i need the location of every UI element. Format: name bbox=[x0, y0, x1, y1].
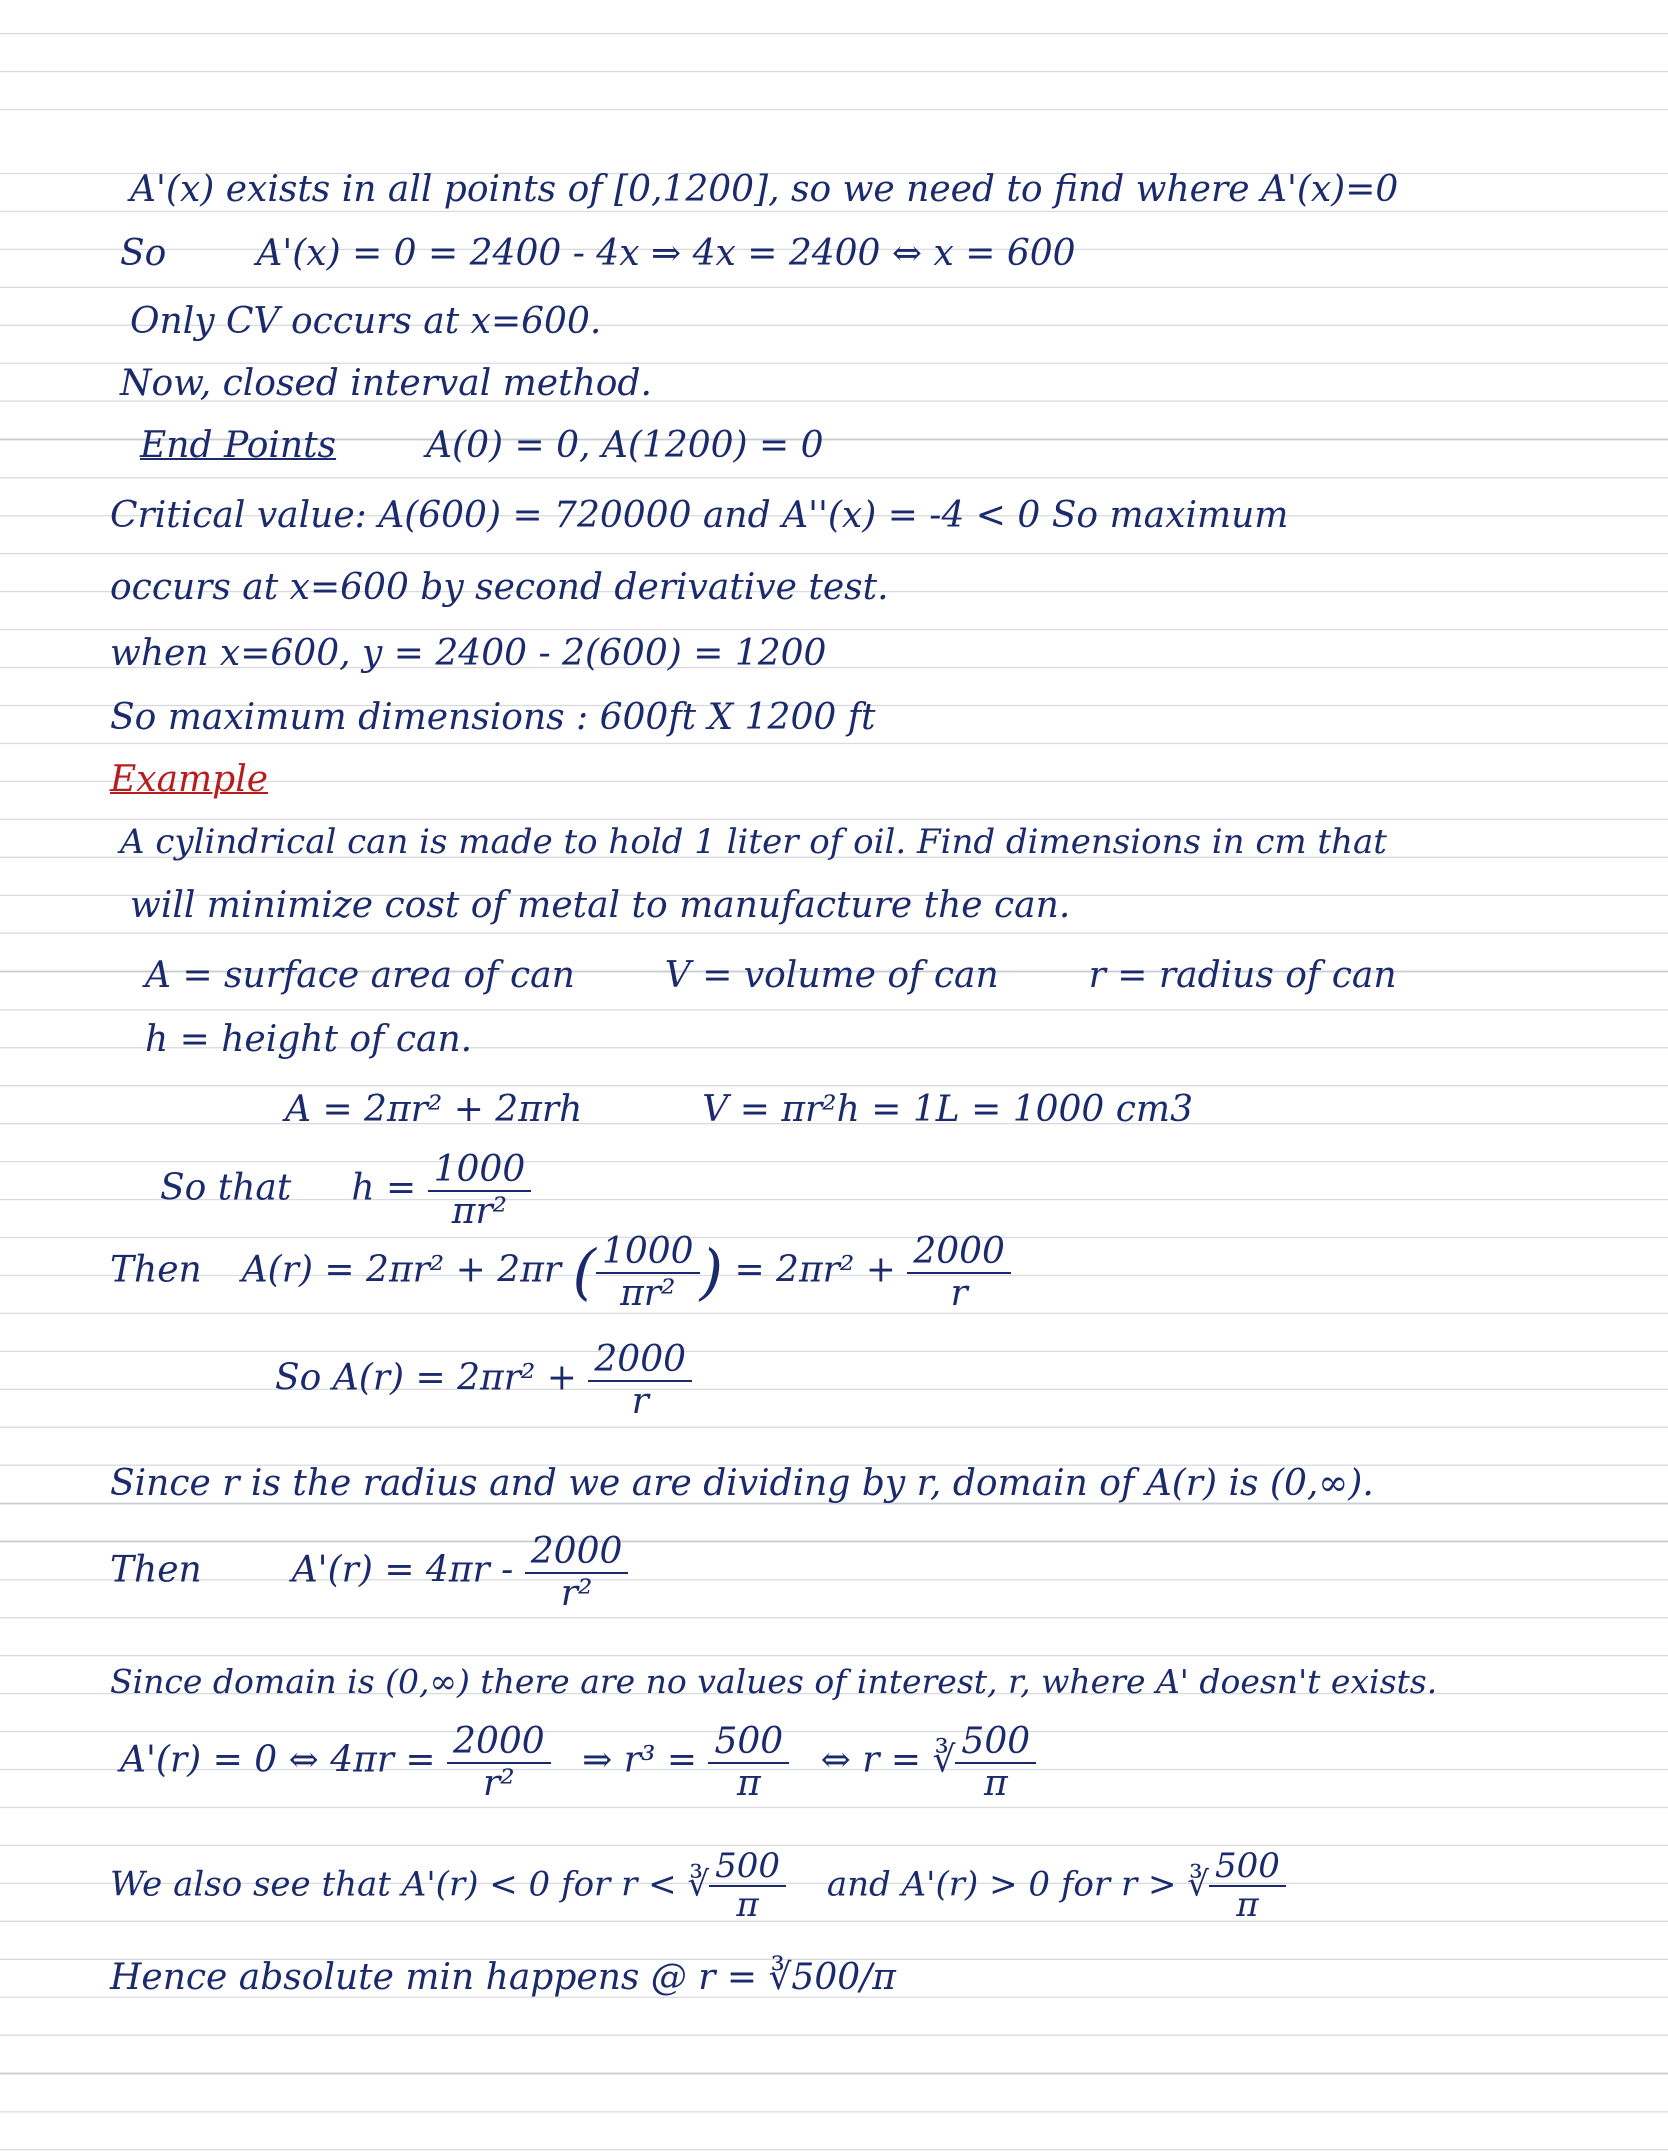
text-fragment: So bbox=[120, 233, 167, 274]
text-line bbox=[145, 954, 1397, 998]
text-line: Now, closed interval method. bbox=[120, 363, 652, 404]
text-line: Critical value: A(600) = 720000 and A''(x) = -4 < 0 So maximum bbox=[110, 495, 1289, 536]
numerator: 500 bbox=[1209, 1848, 1286, 1887]
definition: V = volume of can bbox=[664, 955, 999, 996]
fraction bbox=[708, 1722, 789, 1803]
fraction bbox=[955, 1722, 1036, 1803]
numerator: 2000 bbox=[525, 1532, 629, 1574]
numerator: 500 bbox=[955, 1722, 1036, 1764]
text-line bbox=[140, 424, 824, 468]
numerator: 2000 bbox=[588, 1340, 692, 1382]
denominator: πr² bbox=[620, 1272, 676, 1314]
definition: r = radius of can bbox=[1088, 955, 1397, 996]
numerator: 2000 bbox=[447, 1722, 551, 1764]
equation: So A(r) = 2πr² + bbox=[275, 1357, 577, 1399]
equation: ⇒ r³ = bbox=[582, 1739, 697, 1781]
numerator: 1000 bbox=[428, 1150, 532, 1192]
text-line: h = height of can. bbox=[145, 1019, 473, 1060]
text-line: Hence absolute min happens @ r = ∛500/π bbox=[110, 1957, 896, 1998]
text-line: So maximum dimensions : 600ft X 1200 ft bbox=[110, 697, 876, 738]
text-line bbox=[160, 1150, 531, 1231]
fraction bbox=[447, 1722, 551, 1803]
fraction bbox=[709, 1848, 786, 1925]
denominator: r² bbox=[560, 1572, 593, 1614]
close-paren: ) bbox=[699, 1237, 723, 1308]
denominator: πr² bbox=[451, 1190, 508, 1232]
equation: V = πr²h = 1L = 1000 cm3 bbox=[702, 1089, 1193, 1130]
equation: We also see that A'(r) < 0 for r < ∛ bbox=[110, 1864, 710, 1905]
text-line: Since r is the radius and we are dividing by r, domain of A(r) is (0,∞). bbox=[110, 1463, 1374, 1504]
text-line: when x=600, y = 2400 - 2(600) = 1200 bbox=[110, 633, 827, 674]
equation: A(0) = 0, A(1200) = 0 bbox=[426, 425, 824, 466]
text-line bbox=[120, 1722, 1036, 1803]
text-line: A cylindrical can is made to hold 1 liter of oil. Find dimensions in cm that bbox=[120, 822, 1387, 862]
fraction bbox=[428, 1150, 532, 1231]
denominator: π bbox=[1236, 1885, 1259, 1926]
definition: A = surface area of can bbox=[145, 955, 575, 996]
equation: A'(r) = 4πr - bbox=[291, 1549, 514, 1591]
denominator: π bbox=[736, 1762, 761, 1804]
equation: ⇔ r = ∛ bbox=[820, 1739, 956, 1781]
denominator: r bbox=[631, 1380, 649, 1422]
label-end-points: End Points bbox=[140, 425, 337, 466]
text-line bbox=[110, 1232, 1011, 1313]
equation: A(r) = 2πr² + 2πr bbox=[241, 1249, 562, 1291]
text-line bbox=[275, 1340, 692, 1421]
denominator: r bbox=[950, 1272, 968, 1314]
section-heading: Example bbox=[110, 759, 269, 800]
numerator: 1000 bbox=[596, 1232, 700, 1274]
equation: and A'(r) > 0 for r > ∛ bbox=[826, 1864, 1209, 1905]
equation: h = bbox=[351, 1167, 417, 1209]
denominator: π bbox=[983, 1762, 1008, 1804]
equation: A'(r) = 0 ⇔ 4πr = bbox=[120, 1739, 436, 1781]
numerator: 500 bbox=[709, 1848, 786, 1887]
text-fragment: So that bbox=[160, 1167, 292, 1209]
denominator: π bbox=[736, 1885, 759, 1926]
fraction bbox=[588, 1340, 692, 1421]
text-line bbox=[110, 1848, 1286, 1925]
equation: A'(x) = 0 = 2400 - 4x ⇒ 4x = 2400 ⇔ x = 600 bbox=[256, 233, 1076, 274]
text-fragment: Then bbox=[110, 1549, 202, 1591]
fraction bbox=[525, 1532, 629, 1613]
text-line bbox=[110, 1532, 628, 1613]
fraction bbox=[907, 1232, 1011, 1313]
text-line: will minimize cost of metal to manufacture the can. bbox=[130, 885, 1071, 926]
equation: = 2πr² + bbox=[734, 1249, 896, 1291]
fraction bbox=[596, 1232, 700, 1313]
numerator: 2000 bbox=[907, 1232, 1011, 1274]
text-line bbox=[120, 232, 1076, 276]
text-line: occurs at x=600 by second derivative test. bbox=[110, 567, 889, 608]
equation: A = 2πr² + 2πrh bbox=[285, 1089, 583, 1130]
text-line bbox=[285, 1088, 1193, 1132]
denominator: r² bbox=[483, 1762, 515, 1804]
text-line: Only CV occurs at x=600. bbox=[130, 301, 602, 342]
text-fragment: Then bbox=[110, 1249, 202, 1291]
text-line: Since domain is (0,∞) there are no values of interest, r, where A' doesn't exists. bbox=[110, 1662, 1438, 1701]
numerator: 500 bbox=[708, 1722, 789, 1764]
text-line: A'(x) exists in all points of [0,1200], so we need to find where A'(x)=0 bbox=[130, 169, 1399, 210]
fraction bbox=[1209, 1848, 1286, 1925]
open-paren: ( bbox=[572, 1237, 596, 1308]
